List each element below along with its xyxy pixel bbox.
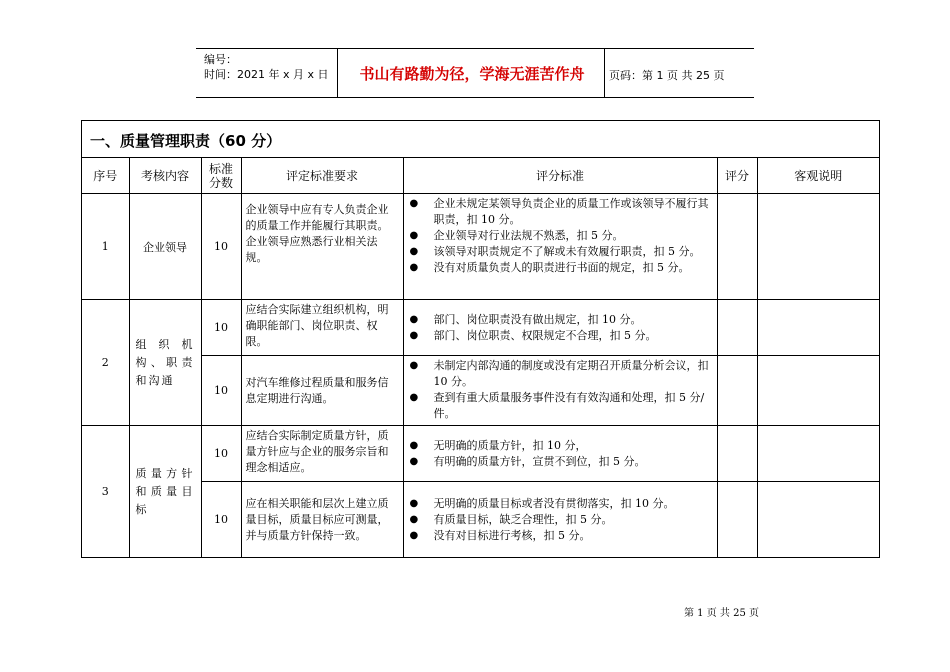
- table-row: [82, 482, 879, 558]
- criteria-cell: [403, 426, 717, 482]
- note-cell[interactable]: [757, 194, 879, 300]
- criteria-item: ● 查到有重大质量服务事件没有有效沟通和处理，扣 5 分/件。: [408, 390, 713, 422]
- item-cell: 企业领导: [129, 194, 201, 300]
- requirement-cell: 对汽车维修过程质量和服务信息定期进行沟通。: [241, 356, 403, 426]
- header-motto: 书山有路勤为径，学海无涯苦作舟: [359, 65, 585, 83]
- header-score: [201, 158, 241, 194]
- header-divider: [604, 49, 605, 97]
- item-cell: 质量方针和质量目标: [129, 426, 201, 558]
- criteria-item: ● 企业领导对行业法规不熟悉，扣 5 分。: [408, 228, 713, 244]
- criteria-item: ● 企业未规定某领导负责企业的质量工作或该领导不履行其职责，扣 10 分。: [408, 196, 713, 228]
- criteria-cell: [403, 194, 717, 300]
- criteria-item: ● 没有对目标进行考核，扣 5 分。: [408, 528, 713, 544]
- header-requirement: 评定标准要求: [241, 158, 403, 194]
- requirement-cell: 应在相关职能和层次上建立质量目标，质量目标应可测量，并与质量方针保持一致。: [241, 482, 403, 558]
- score-cell: 10: [201, 426, 241, 482]
- seq-cell: 3: [82, 426, 129, 558]
- requirement-cell: 应结合实际制定质量方针，质量方针应与企业的服务宗旨和理念相适应。: [241, 426, 403, 482]
- rating-cell[interactable]: [717, 482, 757, 558]
- note-cell[interactable]: [757, 426, 879, 482]
- header-note: 客观说明: [757, 158, 879, 194]
- table-row: [82, 356, 879, 426]
- note-cell[interactable]: [757, 300, 879, 356]
- rating-cell[interactable]: [717, 426, 757, 482]
- header-score-line2: 分数: [208, 175, 233, 190]
- note-cell[interactable]: [757, 482, 879, 558]
- header-criteria: 评分标准: [403, 158, 717, 194]
- score-cell: 10: [201, 300, 241, 356]
- table-row: [82, 300, 879, 356]
- requirement-cell: 企业领导中应有专人负责企业的质量工作并能履行其职责。 企业领导应熟悉行业相关法规。: [241, 194, 403, 300]
- table-header-row: [82, 158, 879, 194]
- document-header: [196, 48, 754, 98]
- header-page-number: 页码：第 1 页 共 25 页: [609, 69, 725, 82]
- criteria-item: ● 有质量目标，缺乏合理性，扣 5 分。: [408, 512, 713, 528]
- criteria-cell: [403, 356, 717, 426]
- criteria-item: ● 无明确的质量方针，扣 10 分，: [408, 438, 713, 454]
- page-footer: 第 1 页 共 25 页: [684, 608, 759, 619]
- score-cell: 10: [201, 194, 241, 300]
- header-score-line1: 标准: [208, 161, 233, 176]
- criteria-item: ● 未制定内部沟通的制度或没有定期召开质量分析会议，扣 10 分。: [408, 358, 713, 390]
- code-label: 编号：: [204, 53, 237, 66]
- seq-cell: 1: [82, 194, 129, 300]
- criteria-item: ● 部门、岗位职责没有做出规定，扣 10 分。: [408, 312, 713, 328]
- rating-cell[interactable]: [717, 300, 757, 356]
- requirement-cell: 应结合实际建立组织机构，明确职能部门、岗位职责、权限。: [241, 300, 403, 356]
- table-row: [82, 426, 879, 482]
- header-item: 考核内容: [129, 158, 201, 194]
- criteria-item: ● 无明确的质量目标或者没有贯彻落实，扣 10 分。: [408, 496, 713, 512]
- header-rating: 评分: [717, 158, 757, 194]
- rating-cell[interactable]: [717, 194, 757, 300]
- section-title: 一、质量管理职责（60 分）: [90, 132, 282, 150]
- assessment-table: [82, 157, 879, 558]
- criteria-cell: [403, 300, 717, 356]
- header-divider: [337, 49, 338, 97]
- seq-cell: 2: [82, 300, 129, 426]
- score-cell: 10: [201, 356, 241, 426]
- header-seq: 序号: [82, 158, 129, 194]
- criteria-item: ● 没有对质量负责人的职责进行书面的规定，扣 5 分。: [408, 260, 713, 276]
- time-label: 时间：2021 年 x 月 x 日: [204, 68, 329, 81]
- header-meta: [204, 52, 329, 82]
- table-row: [82, 194, 879, 300]
- score-cell: 10: [201, 482, 241, 558]
- assessment-sheet: [81, 120, 880, 558]
- rating-cell[interactable]: [717, 356, 757, 426]
- criteria-item: ● 有明确的质量方针，宣贯不到位，扣 5 分。: [408, 454, 713, 470]
- item-cell: 组织机构、职责和沟通: [129, 300, 201, 426]
- criteria-item: ● 该领导对职责规定不了解或未有效履行职责，扣 5 分。: [408, 244, 713, 260]
- note-cell[interactable]: [757, 356, 879, 426]
- criteria-cell: [403, 482, 717, 558]
- criteria-item: ● 部门、岗位职责、权限规定不合理，扣 5 分。: [408, 328, 713, 344]
